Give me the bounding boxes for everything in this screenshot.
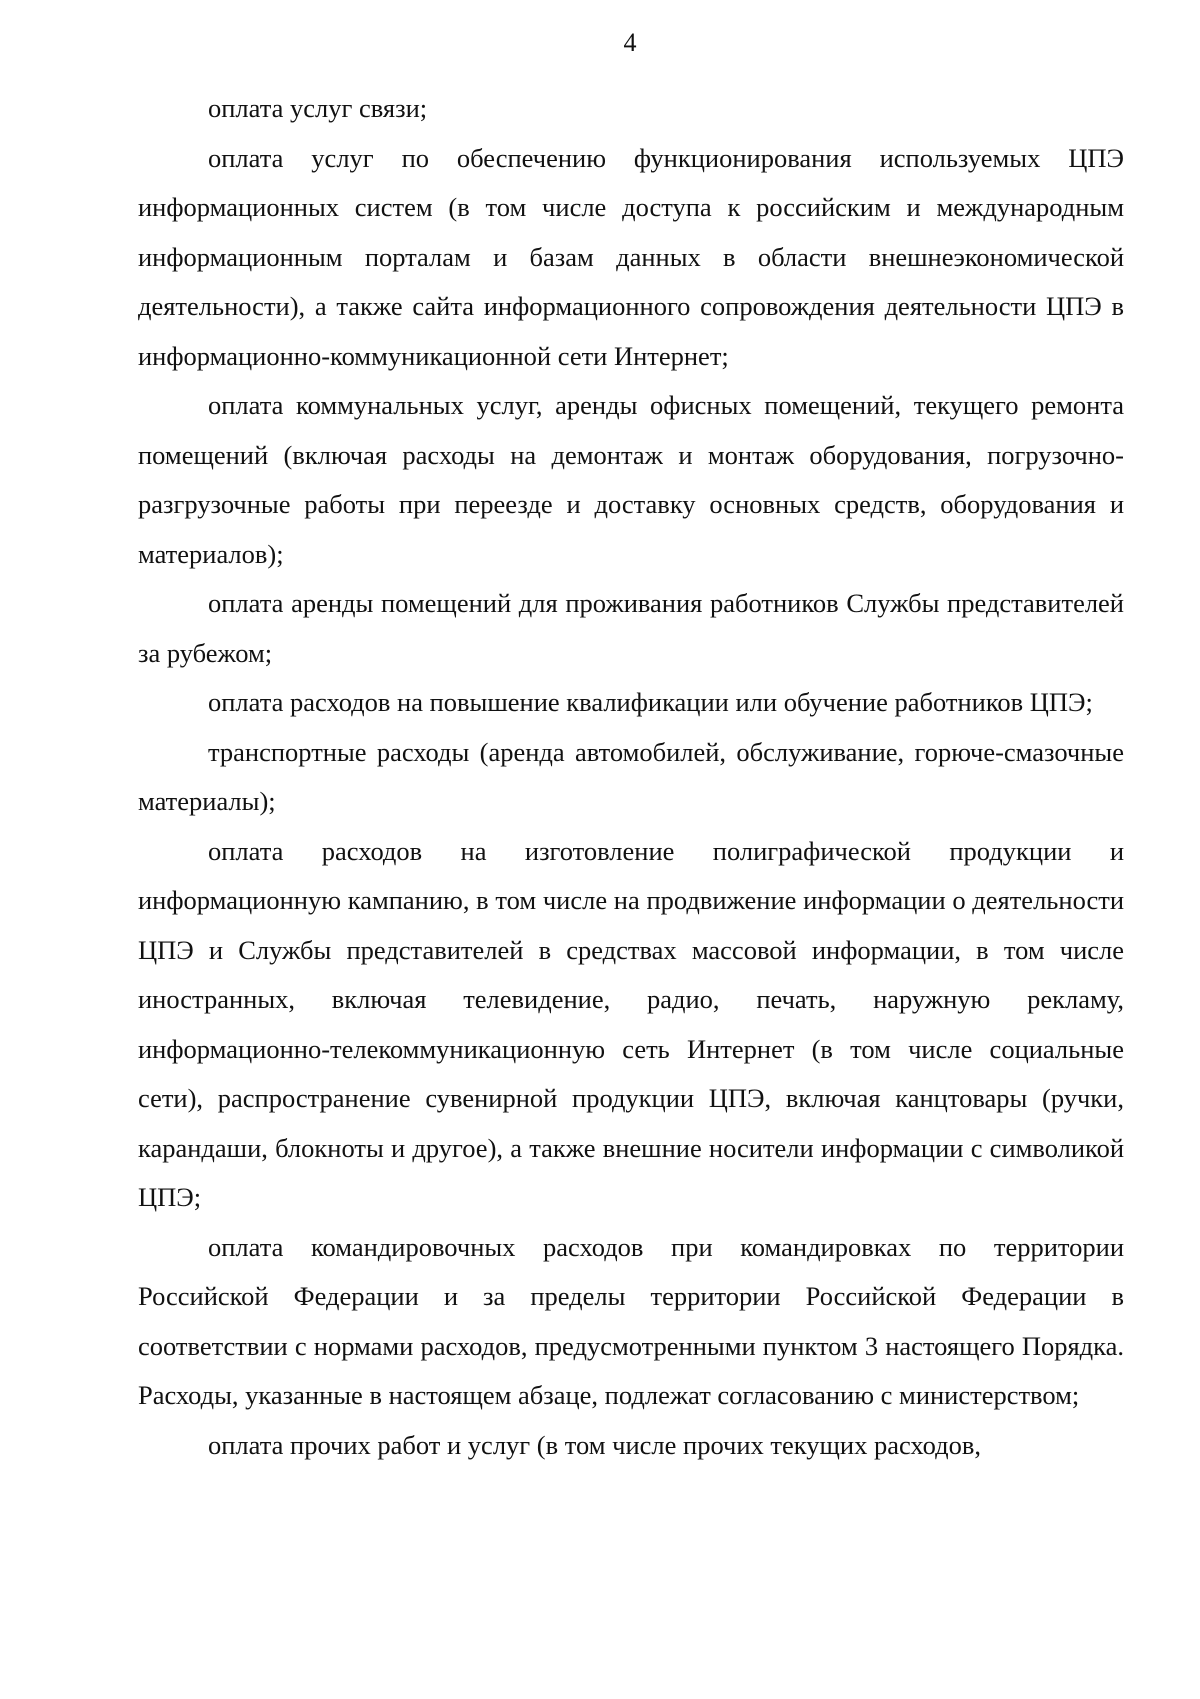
paragraph-transport: транспортные расходы (аренда автомобилей, обслуживание, горюче-смазочные материалы); — [138, 736, 1124, 816]
paragraph-printing-and-campaign: оплата расходов на изготовление полиграфической продукции и информационную кампанию, в том числе на продвижение информации о деятельности ЦПЭ и Службы представителей в средствах массовой информации, в том числе иностранных, включая телевидение, радио, печать, наружную рекламу, информационно-телекоммуникационную сеть Интернет (в том числе социальные сети), распространение сувенирной продукции ЦПЭ, включая канцтовары (ручки, карандаши, блокноты и другое), а также внешние носители информации с символикой ЦПЭ; — [138, 835, 1124, 1212]
page-number: 4 — [623, 28, 637, 57]
paragraph-training: оплата расходов на повышение квалификации или обучение работников ЦПЭ; — [208, 687, 1093, 717]
paragraph-housing-rent: оплата аренды помещений для проживания работников Службы представителей за рубежом; — [138, 588, 1124, 668]
paragraph-information-systems: оплата услуг по обеспечению функционирования используемых ЦПЭ информационных систем (в том числе доступа к российским и международным информационным порталам и базам данных в области внешнеэкономической деятельности), а также сайта информационного сопровождения деятельности ЦПЭ в информационно-коммуникационной сети Интернет; — [138, 142, 1124, 371]
document-body — [138, 84, 1124, 1470]
paragraph-communication-services: оплата услуг связи; — [208, 93, 428, 123]
paragraph-business-trips: оплата командировочных расходов при командировках по территории Российской Федерации и за пределы территории Российской Федерации в соответствии с нормами расходов, предусмотренными пунктом 3 настоящего Порядка. Расходы, указанные в настоящем абзаце, подлежат согласованию с министерством; — [138, 1231, 1124, 1410]
paragraph-utilities-and-rent: оплата коммунальных услуг, аренды офисных помещений, текущего ремонта помещений (включая расходы на демонтаж и монтаж оборудования, погрузочно-разгрузочные работы при переезде и доставку основных средств, оборудования и материалов); — [138, 390, 1124, 569]
paragraph-other-works: оплата прочих работ и услуг (в том числе прочих текущих расходов, — [208, 1429, 981, 1460]
